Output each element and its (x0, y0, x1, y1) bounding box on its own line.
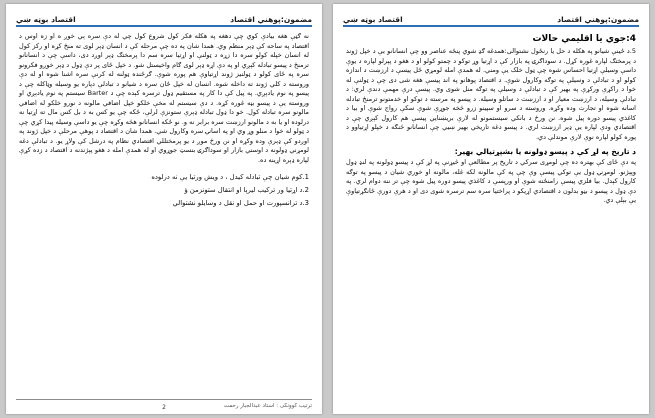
header-title: مضمون:پوهني اقتصاد (557, 15, 639, 24)
section-heading: 4:جوي یا اقلیمي حالات (532, 34, 636, 44)
problem-list (19, 171, 309, 210)
header-rule (16, 25, 312, 27)
header-subject: اقتصاد بوټه ښي (343, 15, 403, 24)
page-header (343, 10, 639, 24)
page-header (16, 10, 312, 24)
page-body (19, 32, 309, 386)
page-number: 2 (162, 404, 166, 411)
header-title: مضمون:پوهني اقتصاد (230, 15, 312, 24)
section-subheading: د تاریخ په لړ کې د پیسو ډولونه یا بشپړتیالي بهیر: (454, 147, 636, 156)
document-page-right (333, 4, 649, 414)
document-page-left (6, 4, 322, 414)
list-item: 1.کوم شیان چې تبادله کیدل ، د ویش ورتیا یې نه درلوده (151, 173, 309, 181)
list-item: 3.د ترانسپورت او حمل او نقل د وسایلو نشتوالي (172, 199, 309, 207)
header-subject: اقتصاد بوټه ښي (16, 15, 76, 24)
body-paragraph: په دې ځای کې بهتره ده چې لومړی سرکي د تاریخ پر مطالعې او څیړنې په لړ کې د پیسو ډولونه په لنډ ډول وپېژنو. لومړنۍ ډول یې توکي پیسې وې چې په کې مالونه لکه غله، مالونه او خوري شیان د پیسو په توګه کارول کېدل. بیا فلزي پیسې رامنځته شوې او ورپسې د کاغذي پیسو دوره پیل شوه چې تر ننه دوام لري. په دې ډول د پیسو د بڼو بدلون د اقتصادي اړیکو د پراختیا سره سم ترسره شوی دی او د هرې دورې ځانګړتیاوې یې بېلې دي. (346, 158, 636, 204)
list-item: 2.د اړتیا ور ترکیب لیرېا او انتقال ستونزمن ؤ (184, 186, 309, 194)
header-rule (343, 25, 639, 27)
body-paragraph: 5.د ځینې شیانو په هکله د حل یا رنځول نشتوالی:همدغه ګډ شوي پنځه عناصر وو چې انسانانو یې د خپل ژوند د پرمختګ لپاره غوره کړل. د سوداګرۍ په بازار کې د اړتیا وړ توکو د چمتو کولو او د هغو د پېرلو لپاره د یوې داسې وسیلې اړتیا احساس شوه چې ټول خلک یې ومني. له همدې امله لومړي ځل پیسې د ارزښت د اندازه کولو او د تبادلې د وسیلې په توګه وکارول شوې. د اقتصاد پوهانو په اند پیسې هغه شی دی چې د ټولنې له خوا د راکړې ورکړې په بهیر کې د تبادلې د وسیلې په توګه منل شوی وي. پیسې درې مهمې دندې لري: د تبادلې وسیله، د ارزښت معیار او د ارزښت د ساتلو وسیله. د پیسو په مرسته د توکو او خدمتونو ترمنځ تبادله اسانه شوه او تجارت وده وکړه. وروسته د سرو او سپینو زرو څخه جوړې شوې سکې رواج شوې او بیا د کاغذي پیسو دوره پیل شوه. نن ورځ د بانکي سیستمونو له لارې بریښنایي پیسې هم کارول کېږي چې د اقتصادي ودې لپاره یې ډېر ارزښت لري. د پیسو دغه تاریخي بهیر ښيي چې انسانانو څنګه د خپلو اړتیاوو د پوره کولو لپاره نوې لارې موندلې دي. (346, 47, 636, 141)
body-paragraph: نه ګټې هغه بیادې کوي چې دهغه په هکله فکر کول شروع کول چي له دې سره ېي خوږ ه او زه اوس د اقتصاد په ساحه کې ډېر منظم وي. همدا شان په ده چې مرحله کې د انسان ډېر لوی ته منځ کړه او رکز کول له انسان خپله کولو سره دا زړه د ټولنې او اړتیا سره سم دا پرمختګ ډېر اوږد دی، داسې چې د انسانانو ترمنځ د پیسو تبادله کېږي او په دې اړه ډېر لوی ګام واخیستل شو. د خپل ځای پر دې ډول د ډېر خوږو فکرونو سره په ځای کولو د ټولنیز ژوند اړتیاوې هم پوره شوې. ګرځنده ټولنه له کرنې سره اشنا شوه او له دې وروسته د کلي ژوند ته داخله شوه. انسان له خپل ځان سره د شیانو د تبادلې دپاره یو وسیله وټاکله چې د پیسو په نوم یادېږي. په پیل کې دا کار په مستقیم ډول ترسره کېده چې د Barter سیستم په نوم یادېږي او وروسته یې د پیسو بڼه غوره کړه. د دې سیستم له مخې خلکو خپل اضافي مالونه د نورو خلکو له اضافي مالونو سره تبادله کول. خو دا ډول تبادله ډېرې ستونزې لرلې، ځکه چې یو کس به د بل کس مال ته اړتیا نه درلوده او یا به د مالونو ارزښت سره برابر نه و. نو ځکه انسانانو هڅه وکړه چې یو داسې وسیله پیدا کړي چې د ټولو له خوا د منلو وړ وي او په اسانۍ سره وکارول شي. همدا شان د اقتصاد د پوهې مرحلې د خپل ژوند په اوږدو کې ډېرې وده وکړه او نن ورځ موږ د یو پرمختللي اقتصادي نظام په درشل کې ولاړ یو. د تبادلې دغه لومړني ډولونه د اوسني بازار او سوداګرۍ بنسټ جوړوي او له همدې امله د هغو پېژندنه د اقتصاد د زده کړې لپاره ډېره اړینه ده. (19, 32, 310, 164)
page-body (346, 32, 636, 386)
footer-rule (16, 399, 312, 400)
footer-author: ترتیب کوونکی : استاد عبدالجبار رحمت (223, 403, 312, 409)
